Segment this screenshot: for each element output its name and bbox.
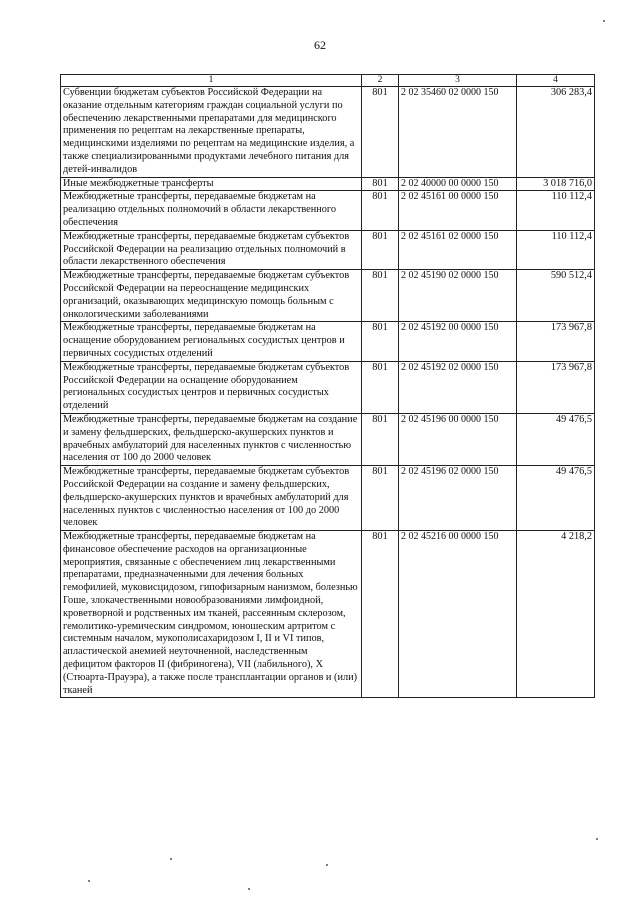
scan-speck (596, 838, 598, 840)
row-budget-code: 2 02 45196 02 0000 150 (399, 466, 517, 531)
row-budget-code: 2 02 45196 00 0000 150 (399, 413, 517, 465)
row-amount: 49 476,5 (517, 466, 595, 531)
row-amount: 4 218,2 (517, 531, 595, 698)
table-row (61, 413, 595, 465)
row-description: Межбюджетные трансферты, передаваемые бюджетам на оснащение оборудованием региональных сосудистых центров и первичных сосудистых отделений (61, 322, 362, 361)
scan-speck (326, 864, 328, 866)
table-row (61, 361, 595, 413)
table-row (61, 87, 595, 178)
scan-speck (603, 20, 605, 22)
row-budget-code: 2 02 45190 02 0000 150 (399, 270, 517, 322)
row-admin-code: 801 (362, 413, 399, 465)
scan-speck (88, 880, 90, 882)
row-admin-code: 801 (362, 270, 399, 322)
row-budget-code: 2 02 45216 00 0000 150 (399, 531, 517, 698)
table-row (61, 466, 595, 531)
row-description: Межбюджетные трансферты, передаваемые бюджетам на финансовое обеспечение расходов на организационные мероприятия, связанные с обеспечением лиц лекарственными препаратами, предназначенными для лечения больных гемофилией, муковисцидозом, гипофизарным нанизмом, болезнью Гоше, злокачественными новообразованиями лимфоидной, кроветворной и родственных им тканей, рассеянным склерозом, гемолитико-уремическим синдромом, юношеским артритом с системным началом, мукополисахаридозом I, II и VI типов, апластической анемией неуточненной, наследственным дефицитом факторов II (фибриногена), VII (лабильного), X (Стюарта-Прауэра), а также после трансплантации органов и (или) тканей (61, 531, 362, 698)
row-amount: 3 018 716,0 (517, 177, 595, 191)
header-col-3: 3 (399, 75, 517, 87)
row-description: Межбюджетные трансферты, передаваемые бюджетам субъектов Российской Федерации на реализацию отдельных полномочий в области лекарственного обеспечения (61, 230, 362, 269)
row-admin-code: 801 (362, 361, 399, 413)
row-amount: 110 112,4 (517, 230, 595, 269)
scan-speck (248, 888, 250, 890)
row-description: Межбюджетные трансферты, передаваемые бюджетам субъектов Российской Федерации на оснащение оборудованием региональных сосудистых центров и первичных сосудистых отделений (61, 361, 362, 413)
row-amount: 173 967,8 (517, 322, 595, 361)
table-row (61, 531, 595, 698)
row-description: Межбюджетные трансферты, передаваемые бюджетам на реализацию отдельных полномочий в области лекарственного обеспечения (61, 191, 362, 230)
row-budget-code: 2 02 45161 02 0000 150 (399, 230, 517, 269)
row-amount: 590 512,4 (517, 270, 595, 322)
row-description: Субвенции бюджетам субъектов Российской Федерации на оказание отдельным категориям граждан социальной услуги по обеспечению лекарственными препаратами для медицинского применения по рецептам на лекарственные препараты, медицинскими изделиями по рецептам на медицинские изделия, а также специализированными продуктами лечебного питания для детей-инвалидов (61, 87, 362, 178)
row-budget-code: 2 02 35460 02 0000 150 (399, 87, 517, 178)
row-admin-code: 801 (362, 177, 399, 191)
row-amount: 49 476,5 (517, 413, 595, 465)
table-row (61, 322, 595, 361)
row-amount: 173 967,8 (517, 361, 595, 413)
header-col-2: 2 (362, 75, 399, 87)
row-description: Межбюджетные трансферты, передаваемые бюджетам субъектов Российской Федерации на создание и замену фельдшерских, фельдшерско-акушерских пунктов и врачебных амбулаторий для населенных пунктов с численностью населения от 100 до 2000 человек (61, 466, 362, 531)
table-header-row (61, 75, 595, 87)
row-budget-code: 2 02 45161 00 0000 150 (399, 191, 517, 230)
table-row (61, 177, 595, 191)
row-budget-code: 2 02 40000 00 0000 150 (399, 177, 517, 191)
row-admin-code: 801 (362, 531, 399, 698)
table-row (61, 191, 595, 230)
row-amount: 306 283,4 (517, 87, 595, 178)
row-budget-code: 2 02 45192 02 0000 150 (399, 361, 517, 413)
row-admin-code: 801 (362, 191, 399, 230)
row-description: Иные межбюджетные трансферты (61, 177, 362, 191)
row-admin-code: 801 (362, 322, 399, 361)
row-description: Межбюджетные трансферты, передаваемые бюджетам субъектов Российской Федерации на переоснащение медицинских организаций, оказывающих медицинскую помощь больным с онкологическими заболеваниями (61, 270, 362, 322)
page-number: 62 (314, 38, 326, 52)
row-amount: 110 112,4 (517, 191, 595, 230)
scan-speck (170, 858, 172, 860)
row-admin-code: 801 (362, 230, 399, 269)
row-budget-code: 2 02 45192 00 0000 150 (399, 322, 517, 361)
row-admin-code: 801 (362, 466, 399, 531)
header-col-1: 1 (61, 75, 362, 87)
budget-table (60, 74, 595, 698)
header-col-4: 4 (517, 75, 595, 87)
row-description: Межбюджетные трансферты, передаваемые бюджетам на создание и замену фельдшерских, фельдшерско-акушерских пунктов и врачебных амбулаторий для населенных пунктов с численностью населения от 100 до 2000 человек (61, 413, 362, 465)
table-row (61, 230, 595, 269)
table-row (61, 270, 595, 322)
row-admin-code: 801 (362, 87, 399, 178)
